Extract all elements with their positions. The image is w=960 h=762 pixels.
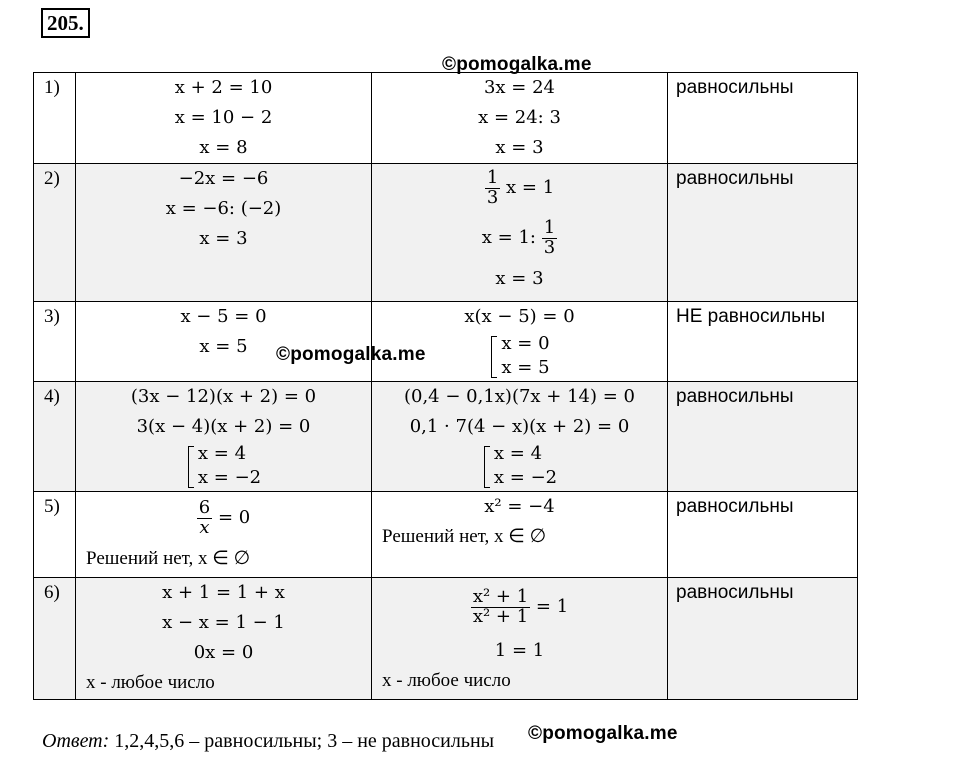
equation-line: x = 3 [495,137,544,158]
equation-line: x + 2 = 10 [174,77,273,98]
right-equation-cell [372,492,668,578]
system-bracket: x = 4 x = −2 [482,442,557,490]
left-equation-cell [76,382,372,492]
equation-line: x = 5 [199,336,248,357]
result-cell: НЕ равносильны [668,302,858,382]
result-cell: равносильны [668,492,858,578]
equation-line: x − 5 = 0 [180,306,267,327]
equation-line: $\frac{1}{3}$ x = 1 [486,166,555,208]
equation-line: x + 1 = 1 + x [162,582,285,603]
fraction: $\frac{6}{x}$ [198,496,211,538]
right-equation-cell [372,302,668,382]
left-equation-cell [76,302,372,382]
table-row [34,578,858,700]
answer-text: 1,2,4,5,6 – равносильны; 3 – не равносильны [114,730,495,752]
row-number: 3) [34,302,76,382]
equation-line: x = 10 − 2 [174,107,273,128]
equation-note: Решений нет, x ∈ ∅ [382,526,547,547]
equation-line [76,442,371,490]
equation-line: 1 = 1 [494,640,545,661]
equation-line: 3(x − 4)(x + 2) = 0 [136,416,311,437]
result-cell: равносильны [668,578,858,700]
equation-line: (0,4 − 0,1x)(7x + 14) = 0 [403,386,636,407]
left-equation-cell [76,492,372,578]
table-row [34,302,858,382]
left-equation-cell [76,73,372,164]
watermark: ©pomogalka.me [276,344,426,365]
equation-note: x - любое число [382,670,511,691]
right-equation-cell [372,578,668,700]
table-row [34,382,858,492]
task-number: 205. [41,8,90,38]
right-equation-cell [372,164,668,302]
row-number: 5) [34,492,76,578]
row-number: 4) [34,382,76,492]
row-number: 1) [34,73,76,164]
table-row [34,164,858,302]
answer-label: Ответ: [42,730,110,752]
equation-line: x = 3 [199,228,248,249]
left-equation-cell [76,164,372,302]
equation-line: −2x = −6 [178,168,269,189]
equation-line: x = −6: (−2) [165,198,282,219]
system-bracket: x = 0 x = 5 [489,332,549,380]
fraction: $\frac{\text{x² + 1}}{\text{x² + 1}}$ [472,585,529,627]
table-row [34,492,858,578]
equation-line: x = 1: $\frac{1}{3}$ [481,216,556,258]
answer-line [42,730,494,753]
right-equation-cell [372,382,668,492]
equation-line: 3x = 24 [483,77,556,98]
equation-line: x = 24: 3 [478,107,561,128]
table-row [34,73,858,164]
watermark: ©pomogalka.me [528,723,678,744]
row-number: 6) [34,578,76,700]
right-equation-cell [372,73,668,164]
equation-line: x − x = 1 − 1 [162,612,285,633]
watermark: ©pomogalka.me [442,54,592,75]
fraction: $\frac{1}{3}$ [486,166,499,208]
equation-line: (3x − 12)(x + 2) = 0 [130,386,317,407]
equation-line: 0x = 0 [193,642,254,663]
result-cell: равносильны [668,382,858,492]
equation-line: x(x − 5) = 0 [464,306,575,327]
equation-line: $\frac{6}{x}$ = 0 [198,496,251,538]
equation-note: Решений нет, x ∈ ∅ [86,548,251,569]
equation-line: $\frac{\text{x² + 1}}{\text{x² + 1}}$ = 1 [472,585,569,627]
equations-table [33,72,858,700]
fraction: $\frac{1}{3}$ [543,216,556,258]
result-cell: равносильны [668,164,858,302]
equation-line [372,442,667,490]
equation-line: x = 3 [495,268,544,289]
result-cell: равносильны [668,73,858,164]
equation-line: x = 8 [199,137,248,158]
row-number: 2) [34,164,76,302]
equation-note: x - любое число [86,672,215,693]
left-equation-cell [76,578,372,700]
equation-line: 0,1 · 7(4 − x)(x + 2) = 0 [409,416,630,437]
equation-line: x² = −4 [484,496,555,517]
system-bracket: x = 4 x = −2 [186,442,261,490]
